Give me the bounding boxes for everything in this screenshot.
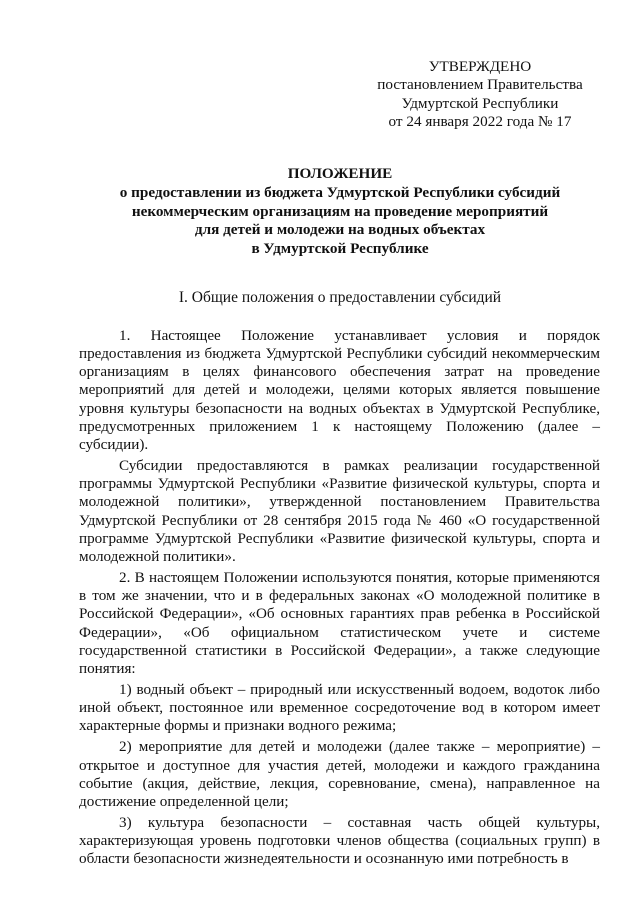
paragraph-5: 2) мероприятие для детей и молодежи (далее также – мероприятие) – открытое и доступное для участия детей, молодежи и каждого гражданина событие (акция, действие, лекция, соревнование, смена), направленное на достижение определенной цели; — [79, 738, 600, 810]
title-line-5: в Удмуртской Республике — [251, 240, 429, 258]
approval-stamp — [360, 58, 600, 132]
document-body — [79, 327, 600, 869]
approval-line-resolution: постановлением Правительства — [377, 76, 583, 94]
section-heading: I. Общие положения о предоставлении субсидий — [178, 289, 502, 306]
paragraph-2: Субсидии предоставляются в рамках реализации государственной программы Удмуртской Республики «Развитие физической культуры, спорта и молодежной политики», утвержденной постановлением Правительства Удмуртской Республики от 28 сентября 2015 года № 460 «О государственной программе Удмуртской Республики «Развитие физической культуры, спорта и молодежной политики». — [79, 457, 600, 565]
paragraph-3: 2. В настоящем Положении используются понятия, которые применяются в том же значении, что и в федеральных законах «О молодежной политике в Российской Федерации», «Об основных гарантиях прав ребенка в Российской Федерации», «Об официальном статистическом учете и системе государственной статистики в Российской Федерации», а также следующие понятия: — [79, 569, 600, 677]
paragraph-4: 1) водный объект – природный или искусственный водоем, водоток либо иной объект, постоянное или временное сосредоточение вод в котором имеет характерные формы и признаки водного режима; — [79, 680, 600, 735]
approval-line-date: от 24 января 2022 года № 17 — [388, 113, 572, 131]
title-line-3: некоммерческим организациям на проведение мероприятий — [131, 202, 549, 220]
title-line-1: ПОЛОЖЕНИЕ — [287, 165, 393, 182]
document-title — [80, 165, 600, 259]
approval-line-republic: Удмуртской Республики — [401, 94, 559, 112]
paragraph-1: 1. Настоящее Положение устанавливает условия и порядок предоставления из бюджета Удмуртской Республики субсидий некоммерческим организациям в целях финансового обеспечения затрат на проведение мероприятий для детей и молодежи, целями которых является повышение уровня культуры безопасности на водных объектах в Удмуртской Республике, предусмотренных приложением 1 к настоящему Положению (далее – субсидии). — [79, 327, 600, 453]
title-line-2: о предоставлении из бюджета Удмуртской Республики субсидий — [119, 183, 561, 201]
paragraph-6: 3) культура безопасности – составная часть общей культуры, характеризующая уровень подготовки членов общества (социальных групп) в области безопасности жизнедеятельности и осознанную ими потребность в — [79, 814, 600, 868]
title-line-4: для детей и молодежи на водных объектах — [194, 221, 486, 239]
approval-line-approved: УТВЕРЖДЕНО — [428, 58, 532, 75]
